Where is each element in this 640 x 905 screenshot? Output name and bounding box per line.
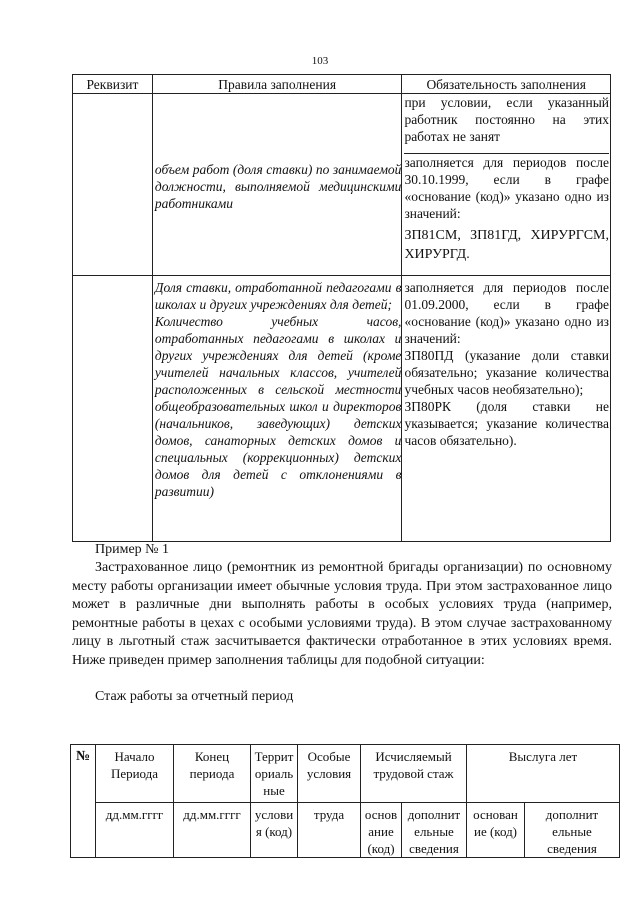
example-title: Пример № 1	[95, 542, 170, 557]
obligation-cell	[402, 94, 611, 276]
table-row	[73, 276, 611, 542]
header-end: Конец периода	[174, 745, 251, 803]
header-obligation: Обязательность заполнения	[402, 75, 611, 94]
page-number: 103	[311, 55, 329, 67]
obligation-condition: при условии, если указанный работник постоянно на этих работах не занят	[404, 94, 609, 154]
header-calc-stazh: Исчисляемый трудовой стаж	[361, 745, 467, 803]
table-header-row	[71, 745, 620, 803]
sub-end: дд.мм.гггг	[174, 803, 251, 858]
obligation-text: заполняется для периодов после 01.09.2000, если в графе «основание (код)» указано одно из значений:	[404, 280, 609, 346]
rules-text: объем работ (доля ставки) по занимаемой должности, выполняемой медицинскими работниками	[154, 162, 402, 211]
example-paragraph	[72, 559, 612, 670]
example-title-block	[72, 541, 612, 560]
stazh-subtitle: Стаж работы за отчетный период	[95, 689, 294, 704]
header-rules: Правила заполнения	[152, 75, 402, 94]
sub-long-base: основан ие (код)	[467, 803, 525, 858]
sub-special: труда	[298, 803, 361, 858]
header-start: Начало Периода	[96, 745, 174, 803]
sub-territorial: услови я (код)	[251, 803, 298, 858]
requisite-cell	[73, 276, 153, 542]
requisites-table	[72, 74, 611, 542]
sub-long-add: дополнит ельные сведения	[525, 803, 620, 858]
rules-text-share: Доля ставки, отработанной педагогами в школах и других учреждениях для детей;	[154, 280, 402, 312]
obligation-code-pd: ЗП80ПД (указание доли ставки обязательно; указание количества учебных часов необязательно);	[404, 348, 609, 397]
rules-cell	[152, 94, 402, 276]
stazh-table	[70, 744, 620, 858]
rules-cell	[152, 276, 402, 542]
rules-text-hours: Количество учебных часов, отработанных педагогами в школах и других учреждениях для детей (кроме учителей начальных классов, учителей расположенных в сельской местности общеобразовательных школ и директоров (начальников, заведующих) детских домов, санаторных детских домов и специальных (коррекционных) детских домов для детей с отклонениями в развитии)	[154, 314, 402, 499]
sub-calc-add: дополнит ельные сведения	[402, 803, 467, 858]
sub-calc-base: основ ание (код)	[361, 803, 402, 858]
requisite-cell	[73, 94, 153, 276]
sub-start: дд.мм.гггг	[96, 803, 174, 858]
example-text: Застрахованное лицо (ремонтник из ремонтной бригады организации) по основному месту работы организации имеет обычные условия труда. При этом застрахованное лицо может в различные дни выполнять работы в особых условиях труда (например, ремонтные работы в цехах с особыми условиями труда). В этом случае застрахованному лицу в льготный стаж засчитывается фактически отработанное в этих условиях время. Ниже приведен пример заполнения таблицы для подобной ситуации:	[72, 560, 612, 668]
header-requisite: Реквизит	[73, 75, 153, 94]
header-territorial: Террит ориаль ные	[251, 745, 298, 803]
header-long-service: Выслуга лет	[467, 745, 620, 803]
table-subheader-row	[71, 803, 620, 858]
obligation-codes: ЗП81СМ, ЗП81ГД, ХИРУРГСМ, ХИРУРГД.	[404, 228, 609, 262]
obligation-code-rk: ЗП80РК (доля ставки не указывается; указание количества часов обязательно).	[404, 399, 609, 448]
header-special: Особые условия	[298, 745, 361, 803]
table-row	[73, 94, 611, 276]
obligation-text: заполняется для периодов после 30.10.1999, если в графе «основание (код)» указано одно из значений:	[404, 155, 609, 221]
table-header-row	[73, 75, 611, 94]
obligation-cell	[402, 276, 611, 542]
header-number: №	[71, 745, 96, 858]
subtitle-block	[72, 688, 612, 707]
